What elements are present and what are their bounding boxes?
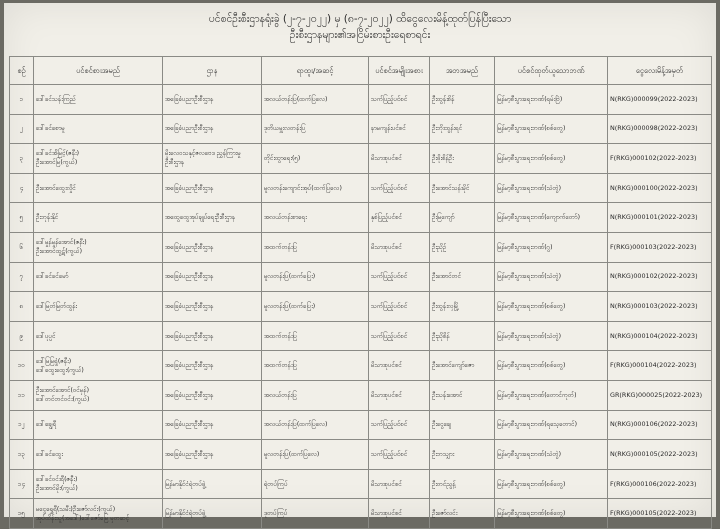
rank: အထက်တန်းပြ <box>262 351 369 381</box>
pension-type: နာမကျန်းပင်စင် <box>369 114 430 144</box>
column-header-type: ပင်စင်အမျိုးအစား <box>369 57 430 85</box>
father-name: ဦးဘိုးထွန်းရင် <box>430 114 495 144</box>
pensioner-name <box>34 351 163 381</box>
license-number: F(RKG)000106(2022-2023) <box>608 469 712 499</box>
pension-type: သက်ပြည့်ပင်စင် <box>369 292 430 322</box>
license-number: F(RKG)000105(2022-2023) <box>608 499 712 529</box>
row-number: ၈ <box>10 292 34 322</box>
rank: အထက်တန်းပြ <box>262 232 369 262</box>
department: အခြေခံပညာဦးစီးဌာန <box>163 292 262 322</box>
pensioner-name-line: ဦးအောင်ထွဋ်(ကွယ်) <box>36 248 83 256</box>
pensioner-name-line: မငွေရွှေရီ(သမီး)ဦးဇော်လင်း(ကွယ်) <box>36 505 116 513</box>
row-number: ၂ <box>10 114 34 144</box>
bank: မြန်မာ့စီးပွားရေးဘဏ်(စစ်တွေ) <box>495 292 608 322</box>
bank: မြန်မာ့စီးပွားရေးဘဏ်(သံတွဲ) <box>495 440 608 470</box>
rank: မူလတန်းပြ(ထက်ပြေး) <box>262 262 369 292</box>
father-name: ဦးဇော်လင်း <box>430 499 495 529</box>
father-name: ဦးညိုစိန် <box>430 321 495 351</box>
department: အခြေခံပညာဦးစီးဌာန <box>163 114 262 144</box>
pensioner-name-line: ဦးအောင်အောင်(ဝင်မှန်) <box>36 387 90 395</box>
row-number: ၁၄ <box>10 469 34 499</box>
license-number: N(RKG)000101(2022-2023) <box>608 203 712 233</box>
pensioner-name <box>34 321 163 351</box>
pensioner-name <box>34 410 163 440</box>
table-row <box>10 321 712 351</box>
pensioner-name-line: ဦးအောင်မိုး(ကွယ်) <box>36 485 78 493</box>
pensioner-name <box>34 292 163 322</box>
row-number: ၁၂ <box>10 410 34 440</box>
header-line-1: ပင်စင်ဦးစီးဌာနရုံးခွဲ (၂-၇-၂၀၂၂) မှ (၈-၇-၂၀၂၂) ထိငွေလေးမိန့်ထုတ်ပြန်ပြီးသော <box>208 13 512 25</box>
father-name: ဦးအောင်တင် <box>430 262 495 292</box>
row-number: ၁ <box>10 85 34 115</box>
father-name: ဦးမြကျော် <box>430 203 495 233</box>
father-name: ဦးဘသျှား <box>430 440 495 470</box>
table-body <box>10 85 712 529</box>
row-number: ၉ <box>10 321 34 351</box>
pension-type: နှစ်ပြည့်ပင်စင် <box>369 203 430 233</box>
license-number: N(RKG)000102(2022-2023) <box>608 262 712 292</box>
bank: မြန်မာ့စီးပွားရေးဘဏ်(ရမ်းဗြဲ) <box>495 85 608 115</box>
pension-type: မိသားစုပင်စင် <box>369 232 430 262</box>
table-row <box>10 292 712 322</box>
rank: ဒုတိယမှူးလတန်းပြ <box>262 114 369 144</box>
bank: မြန်မာ့စီးပွားရေးဘဏ်(စစ်တွေ) <box>495 469 608 499</box>
table-row <box>10 85 712 115</box>
pensioner-name-line: ဒေါ်ပုပ္ပင် <box>36 332 56 340</box>
pensioner-name <box>34 380 163 410</box>
bank: မြန်မာ့စီးပွားရေးဘဏ်(ဂွ) <box>495 232 608 262</box>
father-name: ဦးသန်းအောင် <box>430 380 495 410</box>
pensioner-name-line: ဒေါ်မြတ်မြတ်ထွန်း <box>36 302 78 310</box>
pensioner-name <box>34 262 163 292</box>
header-line-2: ဦးစီးဌာနများ၏အငြိမ်းစားဦးရေစာရင်း <box>289 29 431 41</box>
pensioner-name-line: ဒေါ်ခင်စောမူ <box>36 125 65 133</box>
rank: မူလတန်းကျောင်းအုပ်(ထက်ပြလေ) <box>262 173 369 203</box>
rank: ရဲတပ်ကြပ် <box>262 469 369 499</box>
column-header-license: ငွေလေးမိန့်အမှတ် <box>608 57 712 85</box>
department: အခြေခံပညာဦးစီးဌာန <box>163 232 262 262</box>
license-number: N(RKG)000098(2022-2023) <box>608 114 712 144</box>
rank: မူလတန်းပြ(ထက်ပြေး) <box>262 292 369 322</box>
row-number: ၃ <box>10 144 34 174</box>
department: အထွေထွေအုပ်ချုပ်ရေးဦးစီးဌာန <box>163 203 262 233</box>
pensioner-name-line: ဒေါ်ခင်ခင်မော် <box>36 273 69 281</box>
rank: တိုင်းထွာရေး(၅) <box>262 144 369 174</box>
department: မြန်မာနိုင်ငံရဲတပ်ဖွဲ့ <box>163 469 262 499</box>
department: အခြေခံပညာဦးစီးဌာန <box>163 440 262 470</box>
bank: မြန်မာ့စီးပွားရေးဘဏ်(ကျောက်တော်) <box>495 203 608 233</box>
license-number: N(RKG)000104(2022-2023) <box>608 321 712 351</box>
bank: မြန်မာ့စီးပွားရေးဘဏ်(စစ်တွေ) <box>495 351 608 381</box>
license-number: N(RKG)000105(2022-2023) <box>608 440 712 470</box>
rank: မူလတန်းပြ(ထက်ပြလေ) <box>262 440 369 470</box>
father-name: ဦးအောင်သန်းမိုင် <box>430 173 495 203</box>
department: အခြေခံပညာဦးစီးဌာန <box>163 410 262 440</box>
license-number: N(RKG)000099(2022-2023) <box>608 85 712 115</box>
table-row <box>10 469 712 499</box>
license-number: F(RKG)000104(2022-2023) <box>608 351 712 381</box>
pension-type: သက်ပြည့်ပင်စင် <box>369 440 430 470</box>
table-row <box>10 114 712 144</box>
pensioner-name <box>34 469 163 499</box>
license-number: N(RKG)000100(2022-2023) <box>608 173 712 203</box>
father-name: ဦးထွန်းစိန် <box>430 85 495 115</box>
table-row <box>10 173 712 203</box>
pensioner-name-line: အုပ်ထိန်းသူ(အဒေါ်)ဒေါ်ဇော်မြေ မှတဆင့် <box>36 514 130 522</box>
table-row <box>10 262 712 292</box>
column-header-dept: ဌာန <box>163 57 262 85</box>
bank: မြန်မာ့စီးပွားရေးဘဏ်(စစ်တွေ) <box>495 499 608 529</box>
rank: အလယ်တန်းပြ(ထက်ပြလေ) <box>262 85 369 115</box>
rank: အလယ်တန်းပြ <box>262 380 369 410</box>
father-name: ဦးညိုဉ် <box>430 232 495 262</box>
pension-type: သက်ပြည့်ပင်စင် <box>369 173 430 203</box>
department: အခြေခံပညာဦးစီးဌာန <box>163 85 262 115</box>
document-header <box>4 11 716 43</box>
bank: မြန်မာ့စီးပွားရေးဘဏ်(ရသေ့တောင်) <box>495 410 608 440</box>
department: အခြေခံပညာဦးစီးဌာန <box>163 262 262 292</box>
row-number: ၅ <box>10 203 34 233</box>
row-number: ၄ <box>10 173 34 203</box>
pension-type: မိသားစုပင်စင် <box>369 351 430 381</box>
pensioner-name <box>34 440 163 470</box>
column-header-name: ပင်စင်စားအမည် <box>34 57 163 85</box>
row-number: ၁၅ <box>10 499 34 529</box>
father-name: ဦးတင်ညွန့် <box>430 469 495 499</box>
pension-type: သက်ပြည့်ပင်စင် <box>369 262 430 292</box>
father-name: ဦးထွန်းလှမြို့ <box>430 292 495 322</box>
pensioner-name-line: ဒေါ်တင်တင်ဝင်း(ကွယ်) <box>36 396 90 404</box>
pensioner-name-line: ဒေါ်ခင်အိမြင့်(ဇနီး) <box>36 150 80 158</box>
pensioner-name-line: ဒေါ်ချွေရီ <box>36 421 57 429</box>
father-name: ဦးအောင်ကျော်ဇော <box>430 351 495 381</box>
pensioner-name <box>34 203 163 233</box>
pensioner-name <box>34 85 163 115</box>
department: အခြေခံပညာဦးစီးဌာန <box>163 380 262 410</box>
pensioner-name-line: ဦးအောင်ထွေးလှိုင် <box>36 184 76 192</box>
pension-type: သက်ပြည့်ပင်စင် <box>369 410 430 440</box>
rank: အထက်တန်းပြ <box>262 321 369 351</box>
row-number: ၆ <box>10 232 34 262</box>
table-header-row <box>10 57 712 85</box>
pensioner-name <box>34 173 163 203</box>
table-row <box>10 144 712 174</box>
department: မြန်မာနိုင်ငံရဲတပ်ဖွဲ့ <box>163 499 262 529</box>
license-number: N(RKG)000106(2022-2023) <box>608 410 712 440</box>
department: အခြေခံပညာဦးစီးဌာန <box>163 173 262 203</box>
department: အခြေခံပညာဦးစီးဌာန <box>163 321 262 351</box>
license-number: GR(RKG)000025(2022-2023) <box>608 380 712 410</box>
pension-type: မိသားစုပင်စင် <box>369 499 430 529</box>
pensioner-name-line: ဒေါ်ခင်ထွေး <box>36 450 63 458</box>
pensioner-name-line: ဒေါ်ခင်ဝင်းရီ(ဇနီး) <box>36 476 78 484</box>
department: မိုးလေဝသနှင့်ဇလဗေဒ ညွှန်ကြားမှုဦးစီးဌာန <box>163 144 262 174</box>
father-name: ဦးငွေချေ <box>430 410 495 440</box>
pensioner-name-line: ဦးဘုန်းနိုင် <box>36 214 59 222</box>
column-header-no: စဉ် <box>10 57 34 85</box>
pensioner-name-line: ဦးအောင်မြ(ကွယ်) <box>36 159 78 167</box>
row-number: ၁၁ <box>10 380 34 410</box>
pension-type: မိသားစုပင်စင် <box>369 144 430 174</box>
pension-type: သက်ပြည့်ပင်စင် <box>369 321 430 351</box>
table-row <box>10 499 712 529</box>
row-number: ၁၃ <box>10 440 34 470</box>
table-row <box>10 351 712 381</box>
bank: မြန်မာ့စီးပွားရေးဘဏ်(စစ်တွေ) <box>495 144 608 174</box>
column-header-bank: ပင်စင်ထုတ်ယူသောဘဏ် <box>495 57 608 85</box>
pensioner-name <box>34 114 163 144</box>
father-name: ဦးဖိုးစိန်ဦး <box>430 144 495 174</box>
table-row <box>10 440 712 470</box>
document-sheet <box>4 3 716 522</box>
pensioner-name <box>34 144 163 174</box>
bank: မြန်မာ့စီးပွားရေးဘဏ်(စစ်တွေ) <box>495 114 608 144</box>
pension-type: မိသားစုပင်စင် <box>369 380 430 410</box>
rank: အလယ်တန်းစာရေး <box>262 203 369 233</box>
column-header-father: အဘအမည် <box>430 57 495 85</box>
table-row <box>10 203 712 233</box>
row-number: ၇ <box>10 262 34 292</box>
rank: အလယ်တန်းပြ(ထက်ပြလေ) <box>262 410 369 440</box>
pensioner-name-line: ဒေါ်မြမြရှုံ(ဇနီး) <box>36 357 72 365</box>
bank: မြန်မာ့စီးပွားရေးဘဏ်(တောင်ကုတ်) <box>495 380 608 410</box>
pensioner-name <box>34 232 163 262</box>
pensioner-name-line: ဒေါ်ခင်သန်းကြည် <box>36 95 76 103</box>
pensioner-table <box>9 56 712 529</box>
bank: မြန်မာ့စီးပွားရေးဘဏ်(သံတွဲ) <box>495 321 608 351</box>
bank: မြန်မာ့စီးပွားရေးဘဏ်(သံတွဲ) <box>495 173 608 203</box>
table-row <box>10 410 712 440</box>
table-row <box>10 380 712 410</box>
license-number: N(RKG)000103(2022-2023) <box>608 292 712 322</box>
pensioner-name <box>34 499 163 529</box>
column-header-rank: ရာထူး/အဆင့် <box>262 57 369 85</box>
pension-type: သက်ပြည့်ပင်စင် <box>369 85 430 115</box>
row-number: ၁၀ <box>10 351 34 381</box>
rank: ဒုတပ်ကြပ် <box>262 499 369 529</box>
pensioner-name-line: ဒေါ်မှုန်မှုန်အောင်(ဇနီး) <box>36 239 87 247</box>
license-number: F(RKG)000102(2022-2023) <box>608 144 712 174</box>
bank: မြန်မာ့စီးပွားရေးဘဏ်(သံတွဲ) <box>495 262 608 292</box>
license-number: F(RKG)000103(2022-2023) <box>608 232 712 262</box>
department: အခြေခံပညာဦးစီးဌာန <box>163 351 262 381</box>
table-row <box>10 232 712 262</box>
pensioner-name-line: ဒေါ်ထွေးထွေး(ကွယ်) <box>36 366 84 374</box>
pension-type: မိသားစုပင်စင် <box>369 469 430 499</box>
